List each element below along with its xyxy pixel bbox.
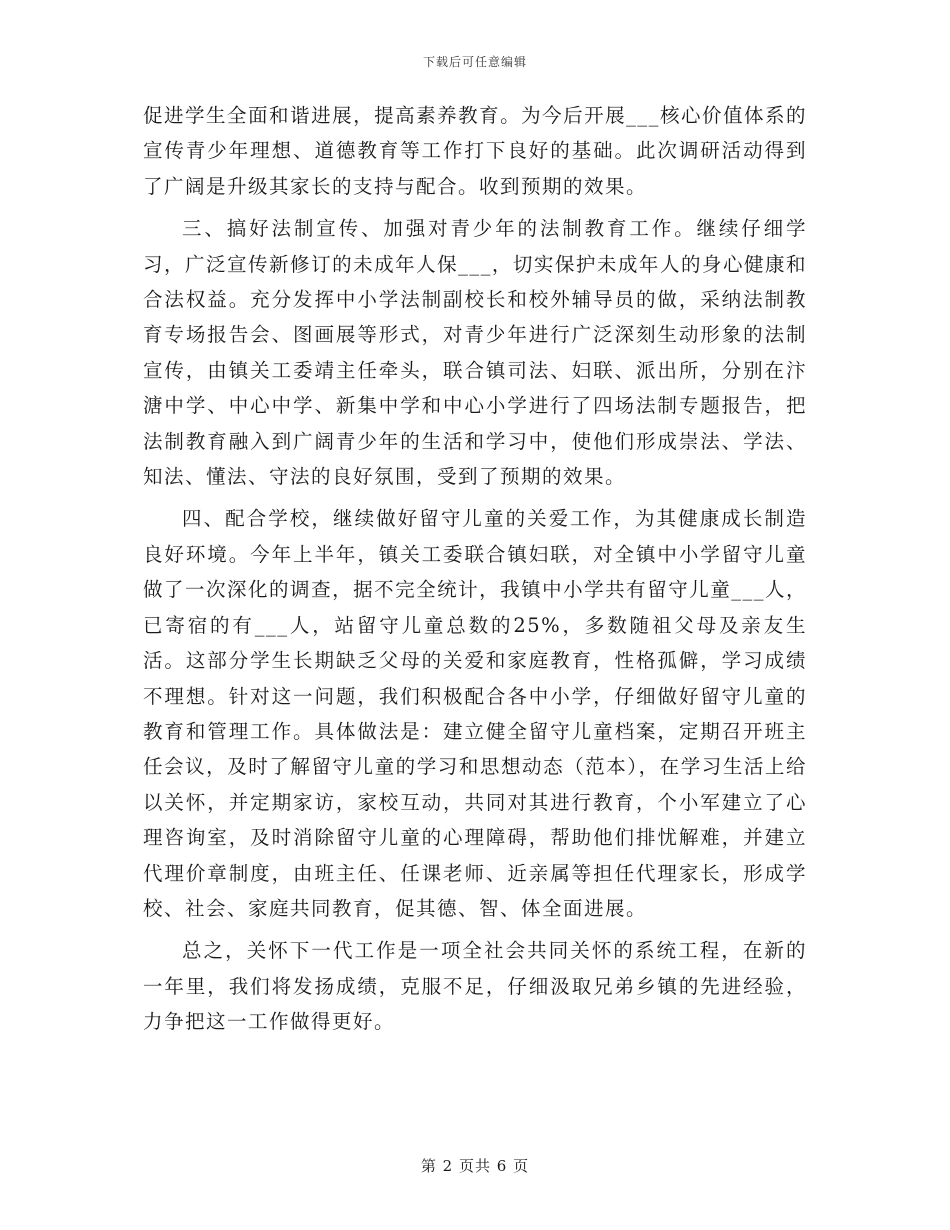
paragraph-4: 总之，关怀下一代工作是一项全社会共同关怀的系统工程，在新的一年里，我们将发扬成绩，克服不足，仔细汲取兄弟乡镇的先进经验，力争把这一工作做得更好。 [143, 939, 807, 1034]
page-header: 下载后可任意编辑 [422, 55, 527, 69]
paragraph-1: 促进学生全面和谐进展，提高素养教育。为今后开展___核心价值体系的宣传青少年理想、道德教育等工作打下良好的基础。此次调研活动得到了广阔是升级其家长的支持与配合。收到预期的效果。 [143, 104, 807, 198]
paragraph-3: 四、配合学校，继续做好留守儿童的关爱工作，为其健康成长制造良好环境。今年上半年，镇关工委联合镇妇联，对全镇中小学留守儿童做了一次深化的调查，据不完全统计，我镇中小学共有留守儿童___人，已寄宿的有___人，站留守儿童总数的25%，多数随祖父母及亲友生活。这部分学生长期缺乏父母的关爱和家庭教育，性格孤僻，学习成绩不理想。针对这一问题，我们积极配合各中小学，仔细做好留守儿童的教育和管理工作。具体做法是：建立健全留守儿童档案，定期召开班主任会议，及时了解留守儿童的学习和思想动态（范本），在学习生活上给以关怀，并定期家访，家校互动，共同对其进行教育，个小军建立了心理咨询室，及时消除留守儿童的心理障碍，帮助他们排忧解难，并建立代理价章制度，由班主任、任课老师、近亲属等担任代理家长，形成学校、社会、家庭共同教育，促其德、智、体全面进展。 [143, 507, 807, 920]
document-body [143, 98, 807, 1047]
page-footer: 第 2 页共 6 页 [420, 1157, 530, 1175]
paragraph-2: 三、搞好法制宣传、加强对青少年的法制教育工作。继续仔细学习，广泛宣传新修订的未成年人保___，切实保护未成年人的身心健康和合法权益。充分发挥中小学法制副校长和校外辅导员的做，采纳法制教育专场报告会、图画展等形式，对青少年进行广泛深刻生动形象的法制宣传，由镇关工委靖主任牵头，联合镇司法、妇联、派出所，分别在汴溏中学、中心中学、新集中学和中心小学进行了四场法制专题报告，把法制教育融入到广阔青少年的生活和学习中，使他们形成崇法、学法、知法、懂法、守法的良好氛围，受到了预期的效果。 [143, 217, 807, 489]
